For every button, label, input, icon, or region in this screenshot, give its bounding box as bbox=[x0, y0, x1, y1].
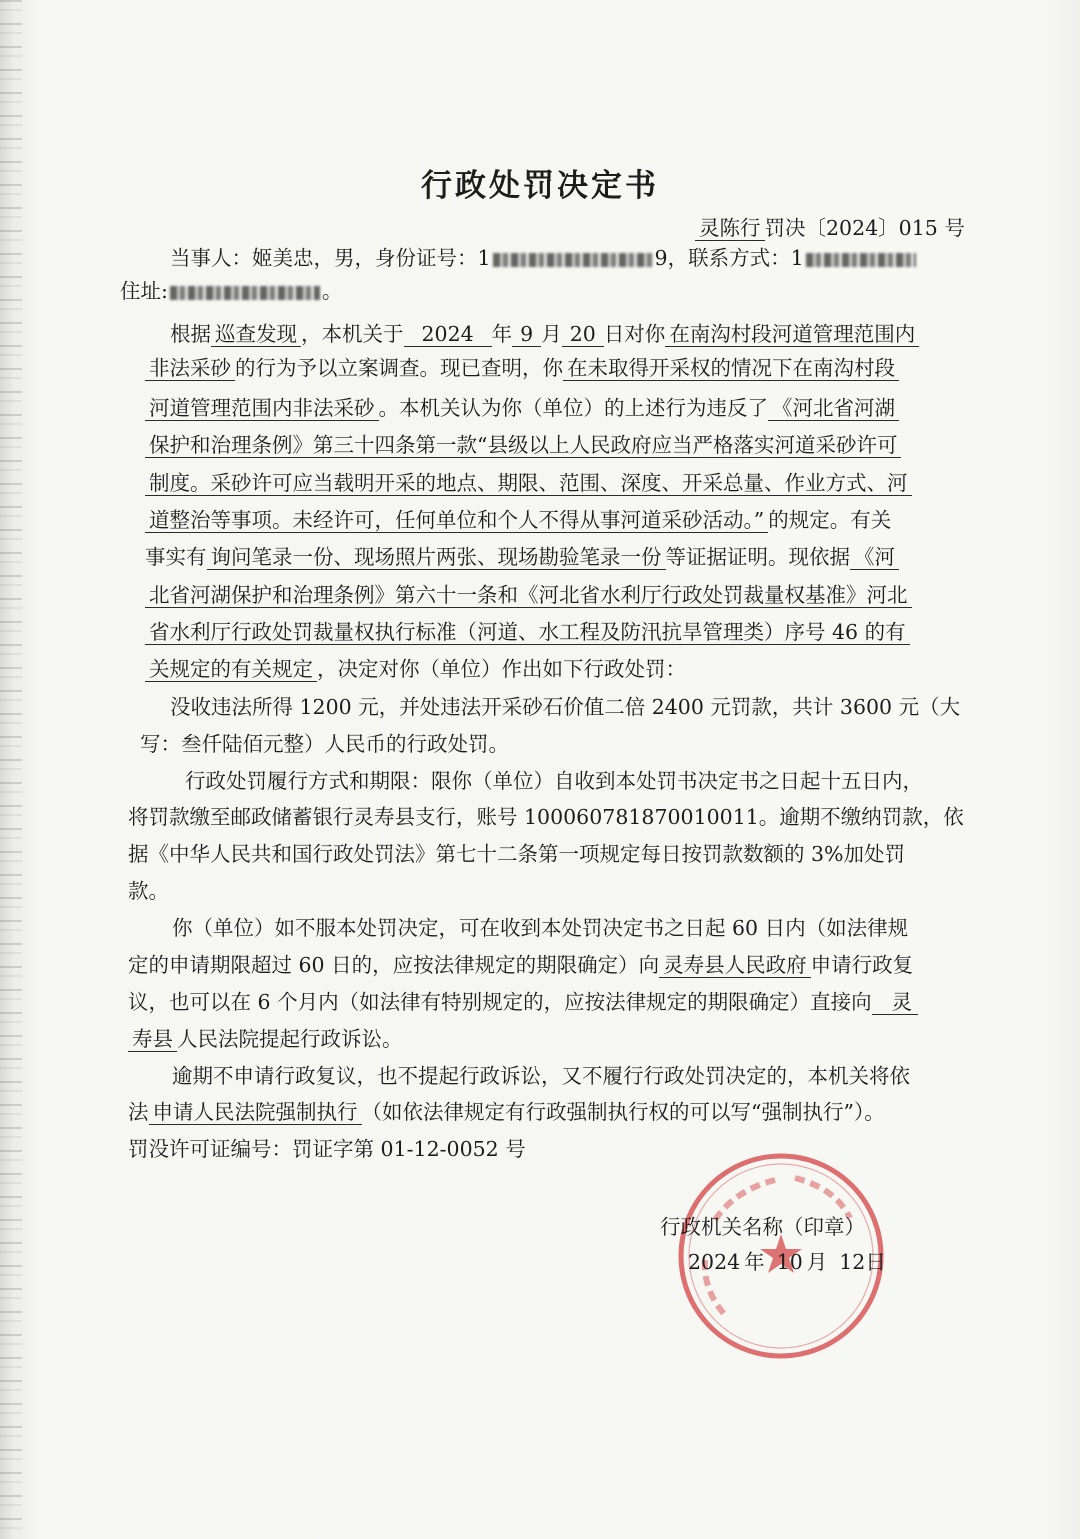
agency-seal-label: 行政机关名称（印章） bbox=[660, 1215, 865, 1239]
para1-line8: 北省河湖保护和治理条例》第六十一条和《河北省水利厅行政处罚裁量权基准》河北 bbox=[145, 580, 912, 610]
para3-line1: 行政处罚履行方式和期限：限你（单位）自收到本处罚书决定书之日起十五日内， bbox=[185, 769, 923, 793]
para5-line2: 法 申请人民法院强制执行 （如依法律规定有行政强制执行权的可以写“强制执行”）。 bbox=[128, 1100, 885, 1124]
para1-line3: 河道管理范围内非法采砂 。本机关认为你（单位）的上述行为违反了 《河北省河湖 bbox=[145, 393, 899, 423]
para1-line1: 根据 巡查发现 ，本机关于 2024 年 9 月 20 日对你 在南沟村段河道管理范围内 bbox=[170, 319, 919, 349]
address-line: 住址: 。 bbox=[120, 279, 343, 303]
para4-line3: 议，也可以在 6 个月内（如法律有特别规定的，应按法律规定的期限确定）直接向 灵 bbox=[128, 987, 918, 1017]
para3-line3: 据《中华人民共和国行政处罚法》第七十二条第一项规定每日按罚款数额的 3%加处罚 bbox=[128, 842, 906, 866]
decision-date: 2024 年 10 月 12日 bbox=[688, 1250, 886, 1274]
document-number: 灵陈行 罚决〔2024〕015 号 bbox=[695, 213, 965, 243]
para1-line7: 事实有 询问笔录一份、现场照片两张、现场勘验笔录一份 等证据证明。现依据 《河 bbox=[145, 542, 899, 572]
para1-line6: 道整治等事项。未经许可，任何单位和个人不得从事河道采砂活动。” 的规定。有关 bbox=[145, 505, 891, 535]
para5-line1: 逾期不申请行政复议，也不提起行政诉讼，又不履行行政处罚决定的，本机关将依 bbox=[172, 1064, 910, 1088]
para2-line2: 写：叁仟陆佰元整）人民币的行政处罚。 bbox=[140, 732, 509, 756]
para1-line2: 非法采砂 的行为予以立案调查。现已查明，你 在未取得开采权的情况下在南沟村段 bbox=[145, 353, 899, 383]
para4-line1: 你（单位）如不服本处罚决定，可在收到本处罚决定书之日起 60 日内（如法律规 bbox=[172, 916, 909, 940]
para1-line4: 保护和治理条例》第三十四条第一款“县级以上人民政府应当严格落实河道采砂许可 bbox=[145, 430, 901, 460]
license-number: 罚没许可证编号：罚证字第 01-12-0052 号 bbox=[128, 1137, 526, 1161]
para3-line2: 将罚款缴至邮政储蓄银行灵寿县支行，账号 100060781870010011。逾期不缴纳罚款，依 bbox=[128, 805, 964, 829]
para4-line2: 定的申请期限超过 60 日的，应按法律规定的期限确定）向 灵寿县人民政府 申请行政复 bbox=[128, 953, 914, 977]
para1-line9: 省水利厅行政处罚裁量权执行标准（河道、水工程及防汛抗旱管理类）序号 46 的有 bbox=[145, 617, 910, 647]
para2-line1: 没收违法所得 1200 元，并处违法开采砂石价值二倍 2400 元罚款，共计 3600 元（大 bbox=[170, 695, 961, 719]
redacted-address bbox=[170, 286, 320, 300]
scan-edge bbox=[0, 0, 22, 1539]
para4-line4: 寿县 人民法院提起行政诉讼。 bbox=[128, 1024, 403, 1054]
redacted-id bbox=[493, 253, 653, 267]
para1-line5: 制度。采砂许可应当载明开采的地点、期限、范围、深度、开采总量、作业方式、河 bbox=[145, 468, 912, 498]
party-line: 当事人：姬美忠，男，身份证号：1 9，联系方式：1 bbox=[170, 243, 918, 273]
document-title: 行政处罚决定书 bbox=[421, 168, 659, 204]
redacted-phone bbox=[806, 253, 916, 267]
para1-line10: 关规定的有关规定 ，决定对你（单位）作出如下行政处罚： bbox=[145, 654, 686, 684]
para3-line4: 款。 bbox=[128, 879, 169, 903]
